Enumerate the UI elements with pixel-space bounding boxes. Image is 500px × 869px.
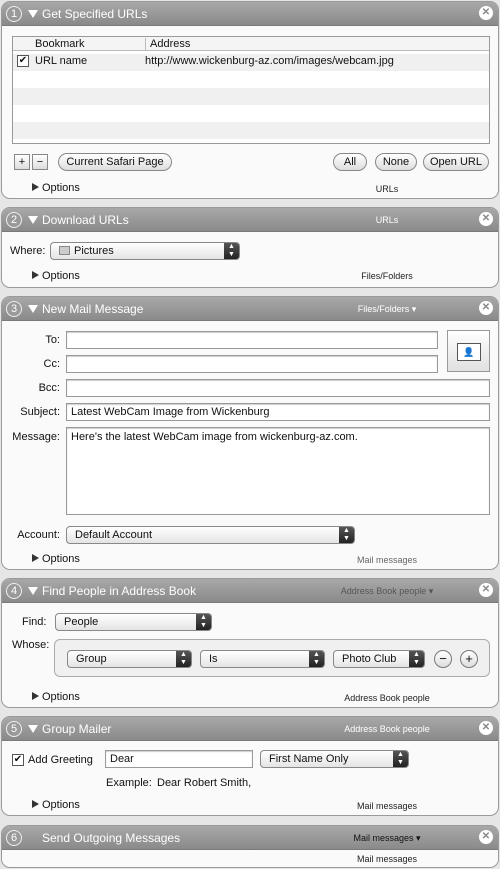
input-type: Address Book people: [344, 724, 430, 734]
message-field[interactable]: Here's the latest WebCam image from wickenburg-az.com.: [66, 427, 490, 515]
action-title: Send Outgoing Messages: [42, 831, 181, 845]
where-label: Where:: [10, 245, 46, 257]
action-number: 5: [6, 721, 22, 737]
close-icon[interactable]: ✕: [479, 6, 493, 20]
collapse-triangle-icon[interactable]: [28, 305, 38, 313]
close-icon[interactable]: ✕: [479, 301, 493, 315]
options-label: Options: [42, 691, 80, 703]
where-popup[interactable]: [50, 242, 240, 260]
open-url-button[interactable]: Open URL: [423, 153, 489, 171]
value-popup[interactable]: [333, 650, 425, 668]
column-header-bookmark[interactable]: Bookmark: [35, 38, 85, 50]
find-label: Find:: [22, 616, 47, 628]
field-value: Group: [76, 653, 107, 665]
action-title: Download URLs: [42, 213, 129, 227]
address-book-button[interactable]: [447, 330, 490, 372]
account-value: Default Account: [75, 529, 153, 541]
action-number: 6: [6, 830, 22, 846]
to-label: To:: [45, 334, 60, 346]
folder-icon: [59, 246, 70, 255]
output-type: Mail messages: [356, 801, 418, 811]
collapse-triangle-icon[interactable]: [28, 216, 38, 224]
action-group-mailer: [1, 716, 499, 816]
where-value: Pictures: [74, 245, 114, 257]
action-header[interactable]: [2, 717, 498, 741]
input-type: Address Book people ▾: [340, 586, 434, 596]
whose-label: Whose:: [12, 639, 50, 651]
popup-arrows-icon: ▲ ▼: [309, 651, 324, 667]
subject-field[interactable]: Latest WebCam Image from Wickenburg: [66, 403, 490, 421]
close-icon[interactable]: ✕: [479, 583, 493, 597]
example-value: Dear Robert Smith,: [157, 777, 252, 789]
cc-label: Cc:: [43, 358, 60, 370]
close-icon[interactable]: ✕: [479, 212, 493, 226]
greeting-field[interactable]: Dear: [105, 750, 253, 768]
output-type: URLs: [375, 184, 399, 194]
disclosure-triangle-icon: [32, 692, 39, 700]
action-number: 2: [6, 212, 22, 228]
operator-value: Is: [209, 653, 218, 665]
row-address: http://www.wickenburg-az.com/images/webcam.jpg: [145, 55, 394, 67]
options-toggle[interactable]: [32, 553, 80, 565]
close-icon[interactable]: ✕: [479, 721, 493, 735]
example-label: Example:: [106, 777, 152, 789]
url-table[interactable]: [12, 36, 490, 144]
options-toggle[interactable]: [32, 799, 80, 811]
column-header-address[interactable]: Address: [145, 38, 190, 50]
row-bookmark: URL name: [35, 55, 88, 67]
popup-arrows-icon: ▲ ▼: [339, 527, 354, 543]
field-popup[interactable]: [67, 650, 192, 668]
collapse-triangle-icon[interactable]: [28, 10, 38, 18]
cc-field[interactable]: [66, 355, 438, 373]
disclosure-triangle-icon: [32, 271, 39, 279]
add-greeting-label: Add Greeting: [28, 754, 93, 766]
popup-arrows-icon: ▲ ▼: [393, 751, 408, 767]
options-label: Options: [42, 270, 80, 282]
output-type: Mail messages: [356, 854, 418, 864]
name-format-value: First Name Only: [269, 753, 349, 765]
remove-url-button[interactable]: −: [32, 154, 48, 170]
popup-arrows-icon: ▲ ▼: [196, 614, 211, 630]
collapse-triangle-icon[interactable]: [28, 725, 38, 733]
add-criterion-button[interactable]: +: [460, 650, 478, 668]
options-toggle[interactable]: [32, 182, 80, 194]
bcc-field[interactable]: [66, 379, 490, 397]
find-value: People: [64, 616, 99, 628]
value-value: Photo Club: [342, 653, 397, 665]
action-title: Group Mailer: [42, 722, 112, 736]
find-popup[interactable]: [55, 613, 212, 631]
account-label: Account:: [17, 529, 60, 541]
action-send-outgoing: [1, 825, 499, 868]
current-safari-page-button[interactable]: Current Safari Page: [58, 153, 172, 171]
message-label: Message:: [12, 431, 60, 443]
table-row[interactable]: [13, 54, 489, 70]
row-checkbox[interactable]: ✔: [18, 55, 28, 66]
action-header[interactable]: [2, 579, 498, 603]
popup-arrows-icon: ▲ ▼: [409, 651, 424, 667]
disclosure-triangle-icon: [32, 183, 39, 191]
criteria-box: [54, 639, 490, 677]
remove-criterion-button[interactable]: −: [434, 650, 452, 668]
action-title: Find People in Address Book: [42, 584, 197, 598]
table-header: [13, 37, 489, 51]
disclosure-triangle-icon: [32, 554, 39, 562]
account-popup[interactable]: [66, 526, 355, 544]
action-new-mail-message: [1, 296, 499, 570]
name-format-popup[interactable]: [260, 750, 409, 768]
action-header[interactable]: [2, 297, 498, 321]
close-icon[interactable]: ✕: [479, 830, 493, 844]
action-find-people: [1, 578, 499, 708]
address-card-icon: 👤: [457, 343, 481, 361]
all-button[interactable]: All: [333, 153, 367, 171]
input-type: Mail messages ▾: [353, 833, 421, 843]
output-type: Files/Folders: [361, 271, 413, 281]
action-get-specified-urls: [1, 1, 499, 199]
collapse-triangle-icon[interactable]: [28, 587, 38, 595]
options-toggle[interactable]: [32, 270, 80, 282]
options-label: Options: [42, 799, 80, 811]
action-header[interactable]: [2, 826, 498, 850]
action-number: 1: [6, 6, 22, 22]
input-type: URLs: [375, 215, 399, 225]
popup-arrows-icon: ▲ ▼: [176, 651, 191, 667]
action-header[interactable]: [2, 208, 498, 232]
action-title: New Mail Message: [42, 302, 144, 316]
options-label: Options: [42, 182, 80, 194]
output-type: Mail messages: [356, 555, 418, 565]
add-greeting-checkbox[interactable]: ✔: [13, 754, 23, 765]
none-button[interactable]: None: [375, 153, 417, 171]
subject-label: Subject:: [20, 406, 60, 418]
action-number: 4: [6, 583, 22, 599]
action-title: Get Specified URLs: [42, 7, 148, 21]
action-download-urls: [1, 207, 499, 288]
options-toggle[interactable]: [32, 691, 80, 703]
to-field[interactable]: [66, 331, 438, 349]
options-label: Options: [42, 553, 80, 565]
bcc-label: Bcc:: [38, 382, 60, 394]
action-header[interactable]: [2, 2, 498, 26]
popup-arrows-icon: ▲ ▼: [224, 243, 239, 259]
input-type: Files/Folders ▾: [357, 304, 417, 314]
add-url-button[interactable]: +: [14, 154, 30, 170]
operator-popup[interactable]: [200, 650, 325, 668]
output-type: Address Book people: [344, 693, 430, 703]
action-number: 3: [6, 301, 22, 317]
disclosure-triangle-icon: [32, 800, 39, 808]
